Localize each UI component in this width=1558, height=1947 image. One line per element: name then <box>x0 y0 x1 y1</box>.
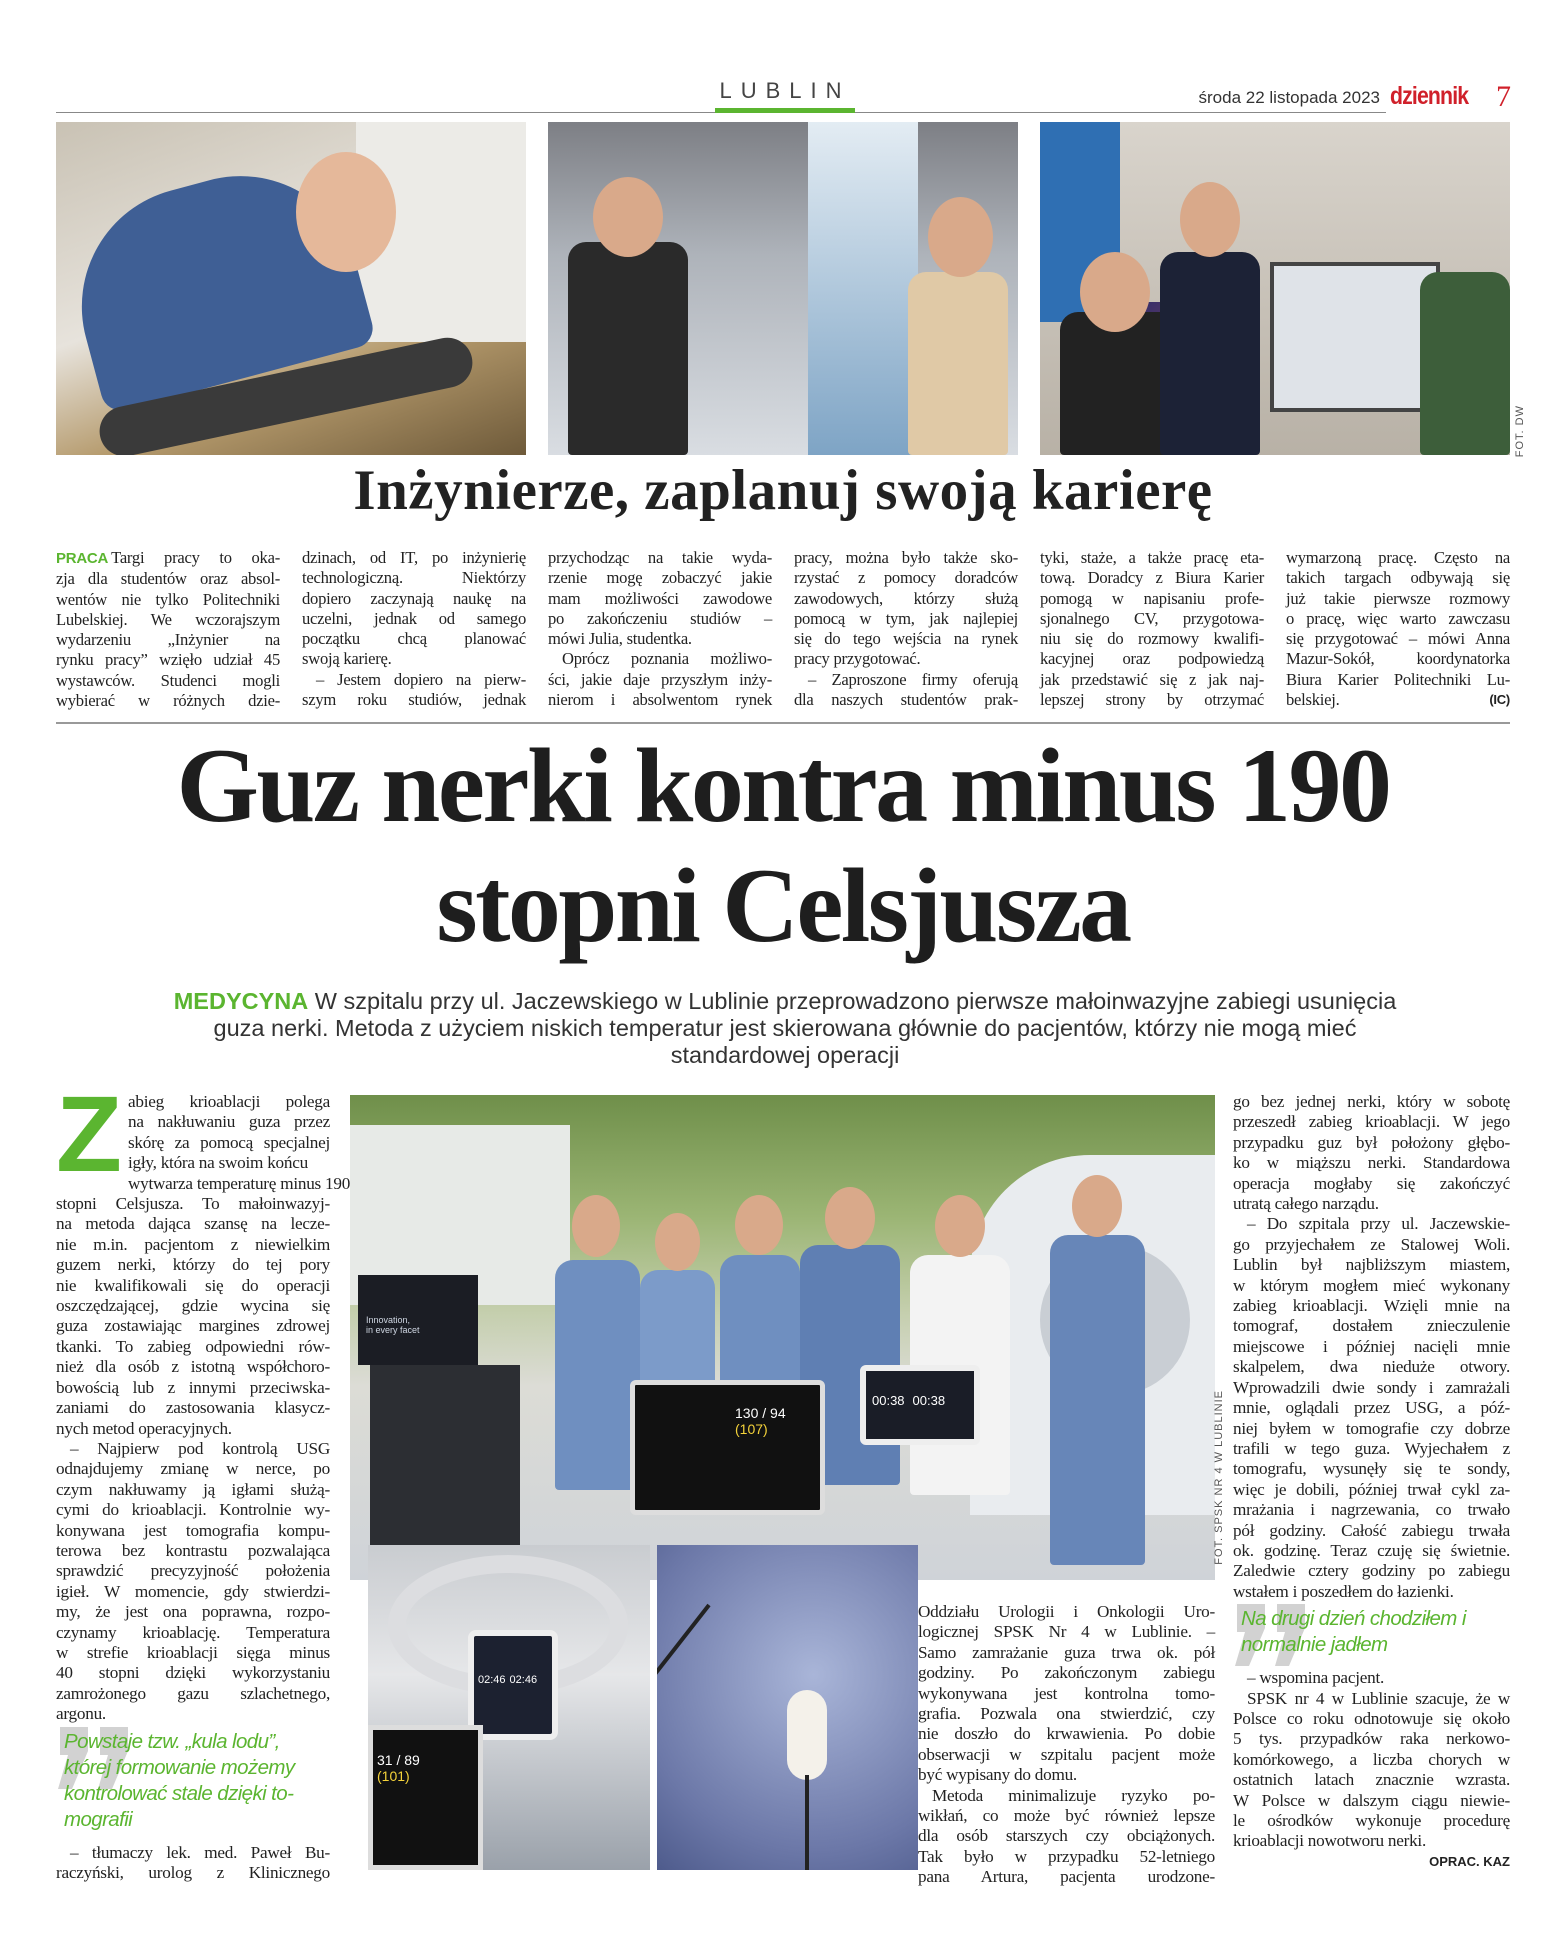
top-article-column-3 <box>548 548 772 710</box>
photo-cryo-needle-iceball <box>657 1545 918 1870</box>
main-article-column-left <box>56 1073 351 1883</box>
paragraph <box>302 548 526 670</box>
photo-medical-team <box>350 1095 1215 1580</box>
text-line: Samo zamrażanie guza trwa ok. pół <box>918 1642 1215 1662</box>
text-line: nych metod operacyjnych. <box>56 1418 232 1438</box>
text-line: oszczędzającej, gdzie wycina się <box>56 1296 330 1316</box>
text-line: abieg krioablacji polega <box>127 1092 330 1111</box>
text-line: obserwacji w szpitalu pacjent może <box>918 1744 1215 1764</box>
text-line: pracy, można było także sko- <box>794 548 1018 567</box>
text-line: uczelni, jednak od samego <box>302 608 526 628</box>
text-line: nie doszło do krwawienia. Po dobie <box>918 1724 1215 1744</box>
photo-credit-main: FOT. SPSK NR 4 W LUBLINIE <box>1213 1390 1225 1565</box>
text-line: przeszedł zabieg krioablacji. W jego <box>1233 1112 1510 1132</box>
text-line: mam możliwości zawodowe <box>548 588 772 608</box>
text-line: tomografu, wysunęły się te sondy, <box>1233 1459 1510 1479</box>
text-line: po zakończeniu studiów – <box>548 608 772 628</box>
text-line: komórkowego, a liczba chorych w <box>1233 1749 1510 1769</box>
text-line: ko w miąższu nerki. Standardowa <box>1233 1153 1510 1173</box>
text-line: sjonalnego CV, przygotowa- <box>1040 608 1264 628</box>
text-line: skalpelem, dwa nieduże otwory. <box>1233 1357 1510 1377</box>
text-line: rynku pracy” wzięło udział 45 <box>56 650 280 670</box>
lead-kicker: MEDYCYNA <box>173 988 309 1014</box>
main-article-column-right <box>1233 1092 1510 1872</box>
text-line: wykonywana jest kontrolna tomo- <box>918 1683 1215 1703</box>
text-line: Metoda minimalizuje ryzyko po- <box>932 1785 1215 1805</box>
text-line: godziny. Po zakończonym zabiegu <box>918 1663 1215 1683</box>
timer-value: 02:46 <box>509 1674 538 1686</box>
paragraph <box>1233 1689 1510 1852</box>
headline-line-1: Guz nerki kontra minus 190 <box>176 727 1390 844</box>
text-line: zabieg krioablacji. Wzięli mnie na <box>1233 1296 1510 1316</box>
text-line: krioablacji nowotworu nerki. <box>1233 1831 1426 1851</box>
top-article-column-2 <box>302 548 526 710</box>
text-line: mrażania i nagrzewania, co trwało <box>1233 1500 1510 1520</box>
text-line: Tak było w przypadku 52-letniego <box>918 1846 1215 1866</box>
text-line: niej byłem w tomografie czy dobrze <box>1233 1418 1510 1438</box>
text-line: ok. godzinę. Teraz czuję się świetnie. <box>1233 1540 1510 1560</box>
pull-quote <box>56 1725 330 1843</box>
text-line: SPSK nr 4 w Lublinie szacuje, że w <box>1247 1688 1510 1708</box>
text-line: trafili w tego guza. Wyjechałem z <box>1233 1438 1510 1458</box>
photo-students-at-stand <box>548 122 1018 455</box>
text-line: Mazur-Sokół, koordynatorka <box>1286 649 1510 669</box>
quote-line: normalnie jadłem <box>1241 1633 1388 1657</box>
text-line: Polsce co roku odnotowuje się około <box>1233 1708 1510 1728</box>
text-line: wydarzeniu „Inżynier na <box>56 630 280 650</box>
text-line: igły, która na swoim końcu <box>127 1153 308 1173</box>
text-line: utratą całego narządu. <box>1233 1194 1379 1214</box>
text-line: igieł. W momencie, gdy stwierdzi- <box>56 1581 330 1601</box>
paragraph <box>794 670 1018 711</box>
ultrasound-screen-text-2: in every facet <box>366 1325 420 1335</box>
text-line: tową. Doradcy z Biura Karier <box>1040 568 1264 588</box>
top-article-column-5 <box>1040 548 1264 710</box>
text-line: 40 stopni dzięki wykorzystaniu <box>56 1663 330 1683</box>
text-line: dzinach, od IT, po inżynierię <box>302 548 526 567</box>
text-line: konywana jest tomografia kompu- <box>56 1520 330 1540</box>
text-line: miejscowe i później nacięli mnie <box>1233 1336 1510 1356</box>
text-line: tomograf, dostałem znieczulenie <box>1233 1316 1510 1336</box>
paragraph <box>1233 1092 1510 1214</box>
text-line: zja dla studentów oraz absol- <box>56 569 280 589</box>
text-line: jak przedstawić się z jak naj- <box>1040 669 1264 689</box>
text-line: Wprowadzili dwie sondy i zamrażali <box>1233 1377 1510 1397</box>
article-title-careers: Inżynierze, zaplanuj swoją karierę <box>353 459 1213 522</box>
text-line: go przyjechałem ze Stalowej Woli. <box>1233 1234 1510 1254</box>
text-line: Biura Karier Politechniki Lu- <box>1286 669 1510 689</box>
text-line: czynamy krioablację. Temperatura <box>56 1622 330 1642</box>
text-line: pracy przygotować. <box>794 649 921 669</box>
text-line: być wypisany do domu. <box>918 1765 1077 1785</box>
top-article-signature: (IC) <box>1489 692 1510 708</box>
mean-pressure-value: (101) <box>377 1768 410 1784</box>
text-line: wystawców. Studenci mogli <box>56 670 280 690</box>
top-article-column-4 <box>794 548 1018 710</box>
text-line: Zaledwie cztery godziny po zabiegu <box>1233 1561 1510 1581</box>
text-line: zawodowych, którzy służą <box>794 588 1018 608</box>
quote-line: której formowanie możemy <box>64 1755 295 1779</box>
text-line: zaniami do zastosowania klasycz- <box>56 1398 330 1418</box>
text-line: go bez jednej nerki, który w sobotę <box>1233 1092 1510 1111</box>
vital-monitor-small <box>368 1725 483 1870</box>
timer-value: 00:38 <box>912 1393 946 1408</box>
text-line: już takie pierwsze rozmowy <box>1286 588 1510 608</box>
quote-line: Na drugi dzień chodziłem i <box>1241 1607 1466 1631</box>
text-line: dla osób starszych czy obciążonych. <box>918 1826 1215 1846</box>
text-line: – Najpierw pod kontrolą USG <box>70 1438 330 1458</box>
text-line-content: Targi pracy to oka- <box>111 548 280 567</box>
lead-line-3: standardowej operacji <box>670 1042 900 1068</box>
timer-value: 00:38 <box>872 1393 905 1408</box>
article-divider <box>56 722 1510 724</box>
text-line: pomogą w napisaniu profe- <box>1040 588 1264 608</box>
text-line: tyki, staże, a także pracę eta- <box>1040 548 1264 567</box>
text-line: wytwarza temperaturę minus 190 <box>127 1173 351 1193</box>
ultrasound-screen-text-1: Innovation, <box>366 1315 411 1325</box>
lead-line-2: guza nerki. Metoda z użyciem niskich temperatur jest skierowana głównie do pacjentów, którzy nie mogą mieć <box>213 1015 1357 1041</box>
blood-pressure-value: 130 / 94 <box>735 1405 786 1421</box>
text-line: skórę za pomocą specjalnej <box>127 1132 330 1152</box>
text-line: mówi Julia, studentka. <box>548 629 692 649</box>
paragraph <box>56 1843 330 1884</box>
article-lead <box>90 988 1480 1069</box>
issue-date: środa 22 listopada 2023 <box>1198 88 1380 107</box>
text-line: guzem nerki, którzy do tej pory <box>56 1255 330 1275</box>
text-line: ści, jakie daje przyszłym inży- <box>548 669 772 689</box>
text-line: stopni Celsjusza. To małoinwazyj- <box>56 1194 330 1214</box>
paragraph <box>794 548 1018 670</box>
text-line <box>1286 690 1510 710</box>
section-label: LUBLIN <box>719 78 851 103</box>
top-article-column-1 <box>56 548 280 711</box>
text-line: ostatnich latach znacznie wzrasta. <box>1233 1770 1510 1790</box>
paragraph <box>1040 548 1264 710</box>
main-article-column-middle <box>918 1602 1215 1888</box>
paragraph <box>548 649 772 710</box>
text-line: kacyjnej oraz podpowiedzą <box>1040 649 1264 669</box>
text-line: tkanki. To zabieg odpowiedni rów- <box>56 1336 330 1356</box>
text-line: czym nakłuwamy ją igłami służą- <box>56 1479 330 1499</box>
text-line: 5 tys. przypadków raka nerkowo- <box>1233 1729 1510 1749</box>
text-line: le ośrodków wykonuje procedurę <box>1233 1811 1510 1830</box>
text-line: wymarzoną pracę. Często na <box>1286 548 1510 567</box>
text-line: odnajdujemy zmianę w nerce, po <box>56 1459 330 1479</box>
text-line: pomocą w tym, jak najlepiej <box>794 608 1018 628</box>
text-line <box>56 548 280 569</box>
text-line: rzenie mogę zobaczyć jakie <box>548 568 772 588</box>
text-line: na metoda dająca szansę na lecze- <box>56 1214 330 1234</box>
text-line: my, że jest ona poprawna, rozpo- <box>56 1602 330 1622</box>
text-line: wstałem i poszedłem do łazienki. <box>1233 1581 1454 1601</box>
text-line: początku chcą planować <box>302 629 526 649</box>
quote-line: kontrolować stale dzięki to- <box>64 1781 294 1805</box>
text-line: terowa bez kontrastu pozwalająca <box>56 1540 330 1560</box>
pull-quote <box>1233 1602 1510 1668</box>
paragraph <box>918 1602 1215 1786</box>
text-line: grafia. Pozwala ona stwierdzić, czy <box>918 1704 1215 1724</box>
text-line: W Polsce w dalszym ciągu niewie- <box>1233 1790 1510 1810</box>
text-line: operacja mogłaby się zakończyć <box>1233 1173 1510 1193</box>
headline-line-2: stopni Celsjusza <box>436 847 1130 964</box>
text-line: Oddziału Urologii i Onkologii Uro- <box>918 1602 1215 1621</box>
text-line: argonu. <box>56 1704 106 1724</box>
paragraph <box>918 1786 1215 1888</box>
paragraph <box>56 548 280 711</box>
drop-cap: Z <box>56 1073 122 1194</box>
text-line-content: belskiej. <box>1286 690 1340 710</box>
paragraph <box>1233 1668 1510 1688</box>
text-line: raczyński, urolog z Klinicznego <box>56 1863 330 1882</box>
quote-line: mografii <box>64 1807 133 1831</box>
photo-ct-scanner-monitor <box>368 1545 650 1870</box>
text-line: się przygotować – mówi Anna <box>1286 629 1510 649</box>
text-line: technologiczną. Niektórzy <box>302 568 526 588</box>
photo-career-office-stand <box>1040 122 1510 455</box>
text-line: na nakłuwaniu guza przez <box>127 1112 330 1132</box>
text-line: nie kwalifikowali się do operacji <box>56 1275 330 1295</box>
text-line: nierom i absolwentom rynek <box>548 690 772 710</box>
text-line: cymi do krioablacji. Kontrolnie wy- <box>56 1500 330 1520</box>
text-line: szym roku studiów, jednak <box>302 690 526 710</box>
paragraph <box>1286 548 1510 710</box>
text-line: przypadku guz był położony głębo- <box>1233 1132 1510 1152</box>
text-line: lepszej strony by otrzymać <box>1040 690 1264 710</box>
text-line: guza zostawiając margines zdrowej <box>56 1316 330 1336</box>
text-line: przychodząc na takie wyda- <box>548 548 772 567</box>
top-article-column-6 <box>1286 548 1510 710</box>
text-line: niu się do rozmowy kwalifi- <box>1040 629 1264 649</box>
tablet-display <box>468 1630 558 1740</box>
main-article-signature: OPRAC. KAZ <box>1429 1853 1510 1869</box>
text-line: – wspomina pacjent. <box>1247 1668 1385 1688</box>
text-line: w strefie krioablacji sięga minus <box>56 1642 330 1662</box>
page-number: 7 <box>1496 80 1511 113</box>
text-line: więc je dobili, później trwał cykl za- <box>1233 1479 1510 1499</box>
paragraph <box>56 1173 351 1439</box>
paragraph <box>1233 1214 1510 1602</box>
main-headline <box>56 726 1510 966</box>
paragraph <box>548 548 772 649</box>
mean-pressure-value: (107) <box>735 1421 768 1437</box>
photo-engineer-with-tools <box>56 122 526 455</box>
text-line: się do tego wejścia na rynek <box>794 629 1018 649</box>
text-line: takich targach odbywają się <box>1286 568 1510 588</box>
text-line: logicznej SPSK Nr 4 w Lublinie. – <box>918 1622 1215 1642</box>
text-line: wybierać w różnych dzie- <box>56 691 280 711</box>
text-line: – Zaproszone firmy oferują <box>808 669 1018 689</box>
text-line: rzystać z pomocy doradców <box>794 568 1018 588</box>
text-line: – Do szpitala przy ul. Jaczewskie- <box>1247 1214 1510 1234</box>
timer-value: 02:46 <box>478 1674 506 1686</box>
text-line: Oprócz poznania możliwo- <box>562 649 772 669</box>
vital-signs-monitor <box>630 1380 825 1515</box>
text-line: Lubelskiej. We wczorajszym <box>56 609 280 629</box>
cryo-console-screen <box>860 1365 980 1445</box>
text-line: pół godziny. Całość zabiegu trwała <box>1233 1520 1510 1540</box>
text-line: nie m.in. pacjentom z niewielkim <box>56 1234 330 1254</box>
text-line: nież dla osób z istotną współchoro- <box>56 1357 330 1377</box>
section-accent-bar <box>715 108 855 113</box>
text-line: swoją karierę. <box>302 649 392 669</box>
lead-line-1: W szpitalu przy ul. Jaczewskiego w Lublinie przeprowadzono pierwsze małoinwazyjne zabiegi usunięcia <box>314 988 1397 1014</box>
text-line: Lublin był najbliższym miastem, <box>1233 1255 1510 1275</box>
photo-credit-top: FOT. DW <box>1514 405 1526 458</box>
text-line: pana Artura, pacjenta urodzone- <box>918 1867 1215 1887</box>
paragraph <box>56 1439 330 1725</box>
text-line: bowością lub z innymi przeciwska- <box>56 1377 330 1397</box>
text-line: wentów nie tylko Politechniki <box>56 589 280 609</box>
text-line: sprawdzić precyzyjność położenia <box>56 1561 330 1581</box>
section-kicker: PRACA <box>56 550 109 567</box>
paragraph <box>302 670 526 711</box>
text-line: dla naszych studentów prak- <box>794 690 1018 710</box>
ultrasound-screen <box>358 1275 478 1365</box>
newspaper-logo: dziennik <box>1390 82 1469 110</box>
blood-pressure-value: 31 / 89 <box>377 1752 420 1768</box>
text-line: mnie, oglądali przez USG, a póź- <box>1233 1398 1510 1418</box>
text-line: wikłań, co może być również lepsze <box>918 1806 1215 1826</box>
quote-line: Powstaje tzw. „kula lodu”, <box>64 1729 280 1753</box>
text-line: w którym mogłem mieć wykonany <box>1233 1275 1510 1295</box>
text-line: – tłumaczy lek. med. Paweł Bu- <box>70 1842 330 1862</box>
text-line: zamrożonego gazu szlachetnego, <box>56 1683 330 1703</box>
text-line: – Jestem dopiero na pierw- <box>316 669 526 689</box>
text-line: o pracę, więc warto zawczasu <box>1286 608 1510 628</box>
text-line: dopiero zaczynają naukę na <box>302 588 526 608</box>
